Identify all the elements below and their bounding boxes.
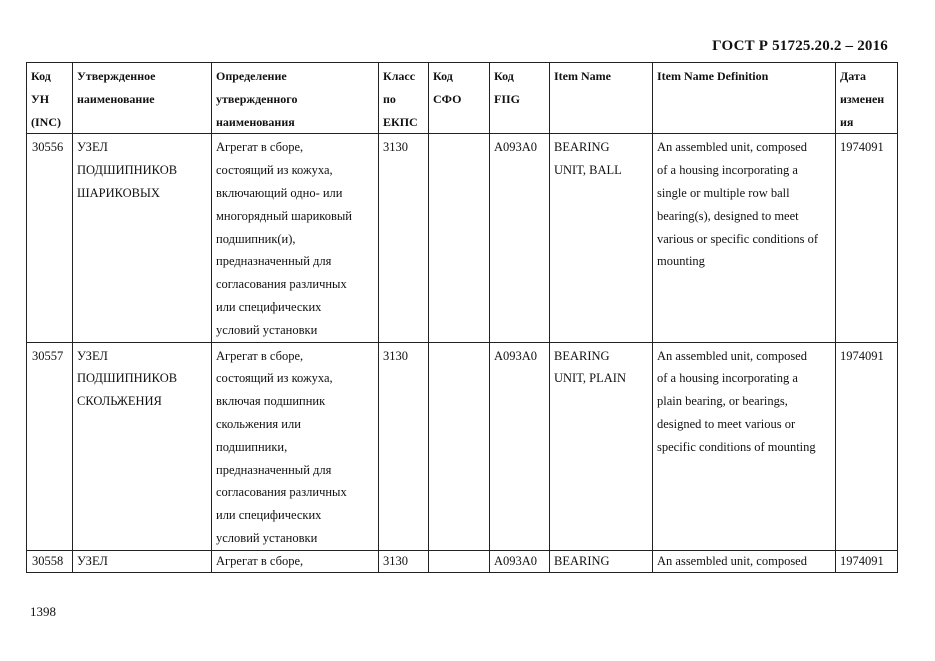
cell-item-name: BEARING UNIT, BALL [550, 134, 653, 342]
column-header-date: Дата изменен ия [836, 63, 898, 134]
cell-approved-name: УЗЕЛ ПОДШИПНИКОВ СКОЛЬЖЕНИЯ [73, 342, 212, 550]
column-header-approved-name: Утвержденное наименование [73, 63, 212, 134]
cell-fiig: A093A0 [490, 134, 550, 342]
table-header-row [27, 63, 898, 134]
cell-fiig: A093A0 [490, 342, 550, 550]
document-code: ГОСТ Р 51725.20.2 – 2016 [712, 38, 888, 54]
cell-item-definition: An assembled unit, composed [653, 550, 836, 572]
item-names-table [26, 62, 898, 573]
column-header-class: Класс по ЕКПС [379, 63, 429, 134]
cell-item-definition: An assembled unit, composed of a housing incorporating a single or multiple row ball bearing(s), designed to meet various or specific conditions of mounting [653, 134, 836, 342]
column-header-inc: Код УН (INC) [27, 63, 73, 134]
column-header-item-definition: Item Name Definition [653, 63, 836, 134]
cell-approved-name: УЗЕЛ [73, 550, 212, 572]
cell-inc: 30558 [27, 550, 73, 572]
cell-sfo [429, 550, 490, 572]
table-row [27, 342, 898, 550]
cell-definition: Агрегат в сборе, [212, 550, 379, 572]
page-number: 1398 [30, 604, 56, 619]
column-header-sfo: Код СФО [429, 63, 490, 134]
cell-class: 3130 [379, 342, 429, 550]
column-header-item-name: Item Name [550, 63, 653, 134]
cell-inc: 30556 [27, 134, 73, 342]
cell-date: 1974091 [836, 550, 898, 572]
cell-approved-name: УЗЕЛ ПОДШИПНИКОВ ШАРИКОВЫХ [73, 134, 212, 342]
cell-definition: Агрегат в сборе, состоящий из кожуха, включающий одно- или многорядный шариковый подшипник(и), предназначенный для согласования различных или специфических условий установки [212, 134, 379, 342]
cell-definition: Агрегат в сборе, состоящий из кожуха, включая подшипник скольжения или подшипники, предназначенный для согласования различных или специфических условий установки [212, 342, 379, 550]
cell-sfo [429, 342, 490, 550]
cell-item-definition: An assembled unit, composed of a housing incorporating a plain bearing, or bearings, designed to meet various or specific conditions of mounting [653, 342, 836, 550]
table-row [27, 550, 898, 572]
table-row [27, 134, 898, 342]
column-header-definition: Определение утвержденного наименования [212, 63, 379, 134]
cell-item-name: BEARING UNIT, PLAIN [550, 342, 653, 550]
cell-fiig: A093A0 [490, 550, 550, 572]
cell-item-name: BEARING [550, 550, 653, 572]
cell-date: 1974091 [836, 342, 898, 550]
cell-date: 1974091 [836, 134, 898, 342]
column-header-fiig: Код FIIG [490, 63, 550, 134]
cell-class: 3130 [379, 134, 429, 342]
cell-class: 3130 [379, 550, 429, 572]
cell-sfo [429, 134, 490, 342]
cell-inc: 30557 [27, 342, 73, 550]
